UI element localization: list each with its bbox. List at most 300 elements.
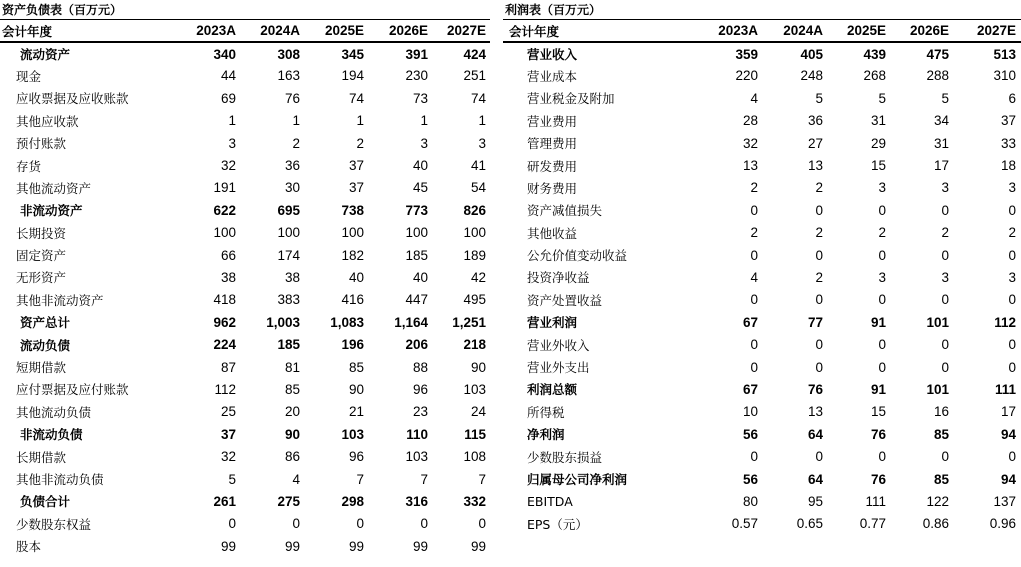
balance-sheet-value-cell: 3 xyxy=(478,135,486,151)
balance-sheet-title: 资产负债表（百万元） xyxy=(0,0,490,20)
income-statement-row xyxy=(503,490,1021,512)
cell-padding xyxy=(486,423,490,445)
balance-sheet-value-cell: 73 xyxy=(412,90,428,106)
income-statement-value-cell: 3 xyxy=(941,180,949,196)
balance-sheet-value-cell: 206 xyxy=(405,337,428,353)
income-statement-value-cell: 76 xyxy=(870,471,886,487)
balance-sheet-value-cell: 189 xyxy=(463,247,486,263)
balance-sheet-value-cell: 345 xyxy=(341,46,364,62)
income-statement-value-cell: 5 xyxy=(815,90,823,106)
balance-sheet-value-cell: 69 xyxy=(220,90,236,106)
income-statement-row xyxy=(503,177,1021,199)
income-statement-row xyxy=(503,154,1021,176)
income-statement-value-cell: 3 xyxy=(1008,269,1016,285)
balance-sheet-value-cell: 90 xyxy=(470,359,486,375)
income-statement-row-label: 利润总额 xyxy=(527,382,578,398)
income-statement-value-cell: 101 xyxy=(926,314,949,330)
income-statement-value-cell: 2 xyxy=(878,225,886,241)
income-statement-value-cell: 77 xyxy=(807,314,823,330)
income-statement-row xyxy=(503,65,1021,87)
income-statement-value-cell: 33 xyxy=(1000,135,1016,151)
balance-sheet-value-cell: 773 xyxy=(405,202,428,218)
income-statement-value-cell: 4 xyxy=(750,269,758,285)
income-statement-value-cell: 0 xyxy=(750,247,758,263)
balance-sheet-value-cell: 185 xyxy=(277,337,300,353)
balance-sheet-value-cell: 112 xyxy=(214,381,236,397)
balance-sheet-row-label: 非流动负债 xyxy=(20,427,83,443)
balance-sheet-value-cell: 174 xyxy=(277,247,300,263)
income-statement-value-cell: 220 xyxy=(735,68,758,84)
balance-sheet-value-cell: 90 xyxy=(284,426,300,442)
balance-sheet-row-label: 流动资产 xyxy=(20,47,71,63)
balance-sheet-row-label: 长期借款 xyxy=(16,449,67,465)
cell-padding xyxy=(486,289,490,311)
income-statement-header-row xyxy=(503,20,1021,42)
income-statement-value-cell: 4 xyxy=(750,90,758,106)
income-statement-value-cell: 2 xyxy=(1008,225,1016,241)
income-statement-row-label: 所得税 xyxy=(527,404,565,420)
cell-padding xyxy=(1016,177,1021,199)
income-statement-value-cell: 2 xyxy=(815,180,823,196)
cell-padding xyxy=(1016,154,1021,176)
income-statement-value-cell: 0 xyxy=(750,202,758,218)
balance-sheet-value-cell: 74 xyxy=(348,90,364,106)
income-statement-value-cell: 3 xyxy=(878,180,886,196)
balance-sheet-row-label: 长期投资 xyxy=(16,225,67,241)
income-statement-header-year: 2025E xyxy=(823,20,886,42)
income-statement-value-cell: 91 xyxy=(870,381,886,397)
balance-sheet-value-cell: 86 xyxy=(284,449,300,465)
balance-sheet-value-cell: 2 xyxy=(292,135,300,151)
balance-sheet-value-cell: 391 xyxy=(405,46,428,62)
balance-sheet-value-cell: 32 xyxy=(220,158,236,174)
balance-sheet-row-label: 负债合计 xyxy=(20,494,71,510)
balance-sheet-row xyxy=(0,199,490,221)
cell-padding xyxy=(1016,445,1021,467)
balance-sheet-value-cell: 0 xyxy=(228,516,236,532)
balance-sheet-value-cell: 110 xyxy=(406,426,428,442)
income-statement-value-cell: 310 xyxy=(993,68,1016,84)
income-statement-value-cell: 28 xyxy=(742,113,758,129)
income-statement-value-cell: 2 xyxy=(750,225,758,241)
income-statement-row-label: 营业税金及附加 xyxy=(527,91,615,107)
balance-sheet-value-cell: 37 xyxy=(220,426,236,442)
balance-sheet-row xyxy=(0,244,490,266)
balance-sheet-value-cell: 87 xyxy=(220,359,236,375)
balance-sheet-value-cell: 194 xyxy=(341,68,364,84)
income-statement-value-cell: 3 xyxy=(1008,180,1016,196)
income-statement-row-label: 营业利润 xyxy=(527,315,578,331)
income-statement-value-cell: 0 xyxy=(1008,337,1016,353)
income-statement-header-year: 2024A xyxy=(758,20,823,42)
income-statement-value-cell: 80 xyxy=(742,493,758,509)
income-statement-value-cell: 18 xyxy=(1000,158,1016,174)
income-statement-row xyxy=(503,333,1021,355)
cell-padding xyxy=(486,244,490,266)
cell-padding xyxy=(1016,513,1021,535)
cell-padding xyxy=(1016,222,1021,244)
income-statement-value-cell: 37 xyxy=(1000,113,1016,129)
balance-sheet-row-label: 预付账款 xyxy=(16,136,67,152)
cell-padding xyxy=(486,65,490,87)
income-statement-value-cell: 0.86 xyxy=(922,516,949,532)
income-statement-value-cell: 0 xyxy=(750,359,758,375)
balance-sheet-row xyxy=(0,65,490,87)
cell-padding xyxy=(1016,244,1021,266)
balance-sheet-value-cell: 38 xyxy=(220,269,236,285)
balance-sheet-value-cell: 42 xyxy=(470,269,486,285)
balance-sheet-value-cell: 40 xyxy=(412,158,428,174)
balance-sheet-value-cell: 100 xyxy=(405,225,428,241)
income-statement-value-cell: 268 xyxy=(863,68,886,84)
cell-padding xyxy=(1016,110,1021,132)
balance-sheet-value-cell: 40 xyxy=(412,269,428,285)
income-statement-value-cell: 111 xyxy=(865,493,886,509)
income-statement-value-cell: 29 xyxy=(870,135,886,151)
balance-sheet-value-cell: 38 xyxy=(284,269,300,285)
income-statement-header-year: 2027E xyxy=(949,20,1016,42)
cell-padding xyxy=(486,110,490,132)
balance-sheet-row xyxy=(0,401,490,423)
cell-padding xyxy=(486,87,490,109)
income-statement-value-cell: 475 xyxy=(926,46,949,62)
income-statement-value-cell: 15 xyxy=(870,404,886,420)
income-statement-value-cell: 0 xyxy=(878,292,886,308)
balance-sheet-value-cell: 96 xyxy=(412,381,428,397)
income-statement-value-cell: 3 xyxy=(878,269,886,285)
balance-sheet-value-cell: 7 xyxy=(420,471,428,487)
balance-sheet-value-cell: 88 xyxy=(412,359,428,375)
balance-sheet-value-cell: 1 xyxy=(478,113,486,129)
balance-sheet-row-label: 其他应收款 xyxy=(16,113,79,129)
cell-padding xyxy=(486,378,490,400)
income-statement-value-cell: 513 xyxy=(993,46,1016,62)
income-statement-value-cell: 94 xyxy=(1000,471,1016,487)
cell-padding xyxy=(486,222,490,244)
balance-sheet-value-cell: 5 xyxy=(228,471,236,487)
balance-sheet-row-label: 其他流动资产 xyxy=(16,180,92,196)
balance-sheet-value-cell: 99 xyxy=(348,538,364,554)
balance-sheet-value-cell: 308 xyxy=(277,46,300,62)
balance-sheet-row-label: 应付票据及应付账款 xyxy=(16,382,129,398)
cell-padding xyxy=(1016,333,1021,355)
income-statement-row-label: 营业收入 xyxy=(527,47,578,63)
balance-sheet-value-cell: 230 xyxy=(405,68,428,84)
balance-sheet-value-cell: 1 xyxy=(420,113,428,129)
balance-sheet-value-cell: 251 xyxy=(463,68,486,84)
balance-sheet-value-cell: 224 xyxy=(213,337,236,353)
income-statement-value-cell: 0 xyxy=(1008,292,1016,308)
balance-sheet-value-cell: 0 xyxy=(356,516,364,532)
income-statement-value-cell: 0 xyxy=(878,359,886,375)
balance-sheet-row-label: 无形资产 xyxy=(16,270,67,286)
balance-sheet-panel xyxy=(0,0,490,557)
balance-sheet-value-cell: 2 xyxy=(356,135,364,151)
income-statement-value-cell: 94 xyxy=(1000,426,1016,442)
balance-sheet-value-cell: 695 xyxy=(277,202,300,218)
balance-sheet-header-label: 会计年度 xyxy=(0,20,172,42)
balance-sheet-value-cell: 37 xyxy=(348,180,364,196)
balance-sheet-value-cell: 90 xyxy=(348,381,364,397)
income-statement-value-cell: 439 xyxy=(863,46,886,62)
income-statement-value-cell: 0 xyxy=(878,337,886,353)
balance-sheet-value-cell: 185 xyxy=(405,247,428,263)
balance-sheet-row-label: 其他非流动负债 xyxy=(16,472,104,487)
balance-sheet-value-cell: 100 xyxy=(277,225,300,241)
income-statement-table xyxy=(503,20,1021,535)
income-statement-row-label: 归属母公司净利润 xyxy=(527,472,628,487)
cell-padding xyxy=(1016,289,1021,311)
income-statement-row xyxy=(503,356,1021,378)
cell-padding xyxy=(486,445,490,467)
income-statement-row xyxy=(503,222,1021,244)
balance-sheet-row xyxy=(0,333,490,355)
balance-sheet-value-cell: 36 xyxy=(284,158,300,174)
cell-padding xyxy=(1016,468,1021,490)
cell-padding xyxy=(1016,20,1021,42)
income-statement-value-cell: 0 xyxy=(815,292,823,308)
income-statement-value-cell: 0.57 xyxy=(731,516,758,532)
income-statement-value-cell: 0 xyxy=(815,359,823,375)
balance-sheet-row xyxy=(0,110,490,132)
income-statement-row xyxy=(503,445,1021,467)
cell-padding xyxy=(486,311,490,333)
balance-sheet-row-label: 非流动资产 xyxy=(20,203,83,219)
income-statement-row-label: 公允价值变动收益 xyxy=(527,248,628,264)
balance-sheet-row-label: 少数股东权益 xyxy=(16,516,92,532)
balance-sheet-value-cell: 32 xyxy=(220,449,236,465)
income-statement-value-cell: 0 xyxy=(815,449,823,465)
income-statement-row-label: 其他收益 xyxy=(527,225,578,241)
balance-sheet-value-cell: 416 xyxy=(341,292,364,308)
income-statement-row xyxy=(503,423,1021,445)
balance-sheet-value-cell: 103 xyxy=(405,449,428,465)
balance-sheet-row xyxy=(0,222,490,244)
income-statement-row xyxy=(503,87,1021,109)
balance-sheet-value-cell: 418 xyxy=(213,292,236,308)
income-statement-row xyxy=(503,266,1021,288)
income-statement-value-cell: 0 xyxy=(941,247,949,263)
balance-sheet-value-cell: 424 xyxy=(463,46,486,62)
cell-padding xyxy=(486,468,490,490)
income-statement-value-cell: 64 xyxy=(807,426,823,442)
cell-padding xyxy=(486,154,490,176)
income-statement-row-label: EPS（元） xyxy=(527,516,588,532)
balance-sheet-value-cell: 182 xyxy=(341,247,364,263)
cell-padding xyxy=(1016,490,1021,512)
cell-padding xyxy=(486,42,490,64)
cell-padding xyxy=(1016,401,1021,423)
balance-sheet-value-cell: 0 xyxy=(420,516,428,532)
cell-padding xyxy=(486,490,490,512)
balance-sheet-value-cell: 4 xyxy=(292,471,300,487)
income-statement-value-cell: 0 xyxy=(941,202,949,218)
balance-sheet-row-label: 固定资产 xyxy=(16,248,67,264)
income-statement-value-cell: 32 xyxy=(742,135,758,151)
income-statement-row xyxy=(503,244,1021,266)
balance-sheet-row xyxy=(0,378,490,400)
balance-sheet-value-cell: 85 xyxy=(284,381,300,397)
income-statement-value-cell: 0 xyxy=(750,292,758,308)
balance-sheet-row-label: 其他流动负债 xyxy=(16,404,92,420)
income-statement-row-label: 研发费用 xyxy=(527,158,578,174)
balance-sheet-row xyxy=(0,513,490,535)
balance-sheet-value-cell: 74 xyxy=(470,90,486,106)
income-statement-value-cell: 5 xyxy=(878,90,886,106)
income-statement-value-cell: 67 xyxy=(742,381,758,397)
income-statement-value-cell: 85 xyxy=(933,426,949,442)
cell-padding xyxy=(486,177,490,199)
balance-sheet-value-cell: 20 xyxy=(284,404,300,420)
income-statement-value-cell: 95 xyxy=(807,493,823,509)
income-statement-row-label: 营业成本 xyxy=(527,68,578,84)
income-statement-row xyxy=(503,513,1021,535)
income-statement-value-cell: 137 xyxy=(993,493,1016,509)
balance-sheet-value-cell: 1,164 xyxy=(394,314,428,330)
cell-padding xyxy=(1016,423,1021,445)
income-statement-row xyxy=(503,468,1021,490)
balance-sheet-value-cell: 218 xyxy=(463,337,486,353)
income-statement-value-cell: 0.96 xyxy=(989,516,1016,532)
income-statement-title: 利润表（百万元） xyxy=(503,0,1021,20)
balance-sheet-row xyxy=(0,423,490,445)
cell-padding xyxy=(1016,356,1021,378)
income-statement-row xyxy=(503,199,1021,221)
balance-sheet-value-cell: 100 xyxy=(341,225,364,241)
cell-padding xyxy=(486,513,490,535)
income-statement-value-cell: 16 xyxy=(933,404,949,420)
income-statement-value-cell: 5 xyxy=(941,90,949,106)
income-statement-value-cell: 36 xyxy=(807,113,823,129)
income-statement-value-cell: 15 xyxy=(870,158,886,174)
balance-sheet-row-label: 股本 xyxy=(16,539,42,555)
balance-sheet-value-cell: 108 xyxy=(463,449,486,465)
balance-sheet-row xyxy=(0,356,490,378)
cell-padding xyxy=(486,266,490,288)
income-statement-value-cell: 0 xyxy=(815,337,823,353)
balance-sheet-value-cell: 99 xyxy=(412,538,428,554)
balance-sheet-value-cell: 298 xyxy=(341,493,364,509)
balance-sheet-row-label: 资产总计 xyxy=(20,315,71,331)
balance-sheet-value-cell: 1,251 xyxy=(452,314,486,330)
income-statement-value-cell: 2 xyxy=(815,225,823,241)
income-statement-value-cell: 67 xyxy=(742,314,758,330)
cell-padding xyxy=(486,132,490,154)
balance-sheet-row xyxy=(0,42,490,64)
income-statement-row xyxy=(503,42,1021,64)
cell-padding xyxy=(486,535,490,557)
balance-sheet-row xyxy=(0,535,490,557)
income-statement-row xyxy=(503,401,1021,423)
balance-sheet-row xyxy=(0,266,490,288)
cell-padding xyxy=(1016,311,1021,333)
balance-sheet-value-cell: 0 xyxy=(478,516,486,532)
income-statement-row-label: 管理费用 xyxy=(527,136,578,152)
balance-sheet-header-row xyxy=(0,20,490,42)
income-statement-value-cell: 10 xyxy=(742,404,758,420)
cell-padding xyxy=(486,20,490,42)
balance-sheet-value-cell: 23 xyxy=(412,404,428,420)
income-statement-row-label: EBITDA xyxy=(527,493,573,509)
balance-sheet-value-cell: 1,083 xyxy=(330,314,364,330)
income-statement-value-cell: 0 xyxy=(878,247,886,263)
balance-sheet-row xyxy=(0,490,490,512)
balance-sheet-value-cell: 21 xyxy=(348,404,364,420)
balance-sheet-header-year: 2024A xyxy=(236,20,300,42)
balance-sheet-value-cell: 3 xyxy=(228,135,236,151)
income-statement-row xyxy=(503,132,1021,154)
income-statement-value-cell: 17 xyxy=(933,158,949,174)
balance-sheet-row-label: 短期借款 xyxy=(16,360,67,376)
balance-sheet-row xyxy=(0,445,490,467)
cell-padding xyxy=(1016,65,1021,87)
income-statement-value-cell: 0 xyxy=(750,337,758,353)
balance-sheet-value-cell: 316 xyxy=(405,493,428,509)
cell-padding xyxy=(1016,132,1021,154)
balance-sheet-value-cell: 103 xyxy=(463,381,486,397)
balance-sheet-row xyxy=(0,289,490,311)
balance-sheet-value-cell: 261 xyxy=(213,493,236,509)
income-statement-row-label: 营业外支出 xyxy=(527,360,590,376)
cell-padding xyxy=(1016,378,1021,400)
balance-sheet-value-cell: 495 xyxy=(463,292,486,308)
balance-sheet-value-cell: 100 xyxy=(213,225,236,241)
income-statement-value-cell: 288 xyxy=(926,68,949,84)
balance-sheet-value-cell: 24 xyxy=(470,404,486,420)
balance-sheet-value-cell: 96 xyxy=(348,449,364,465)
balance-sheet-row-label: 流动负债 xyxy=(20,337,71,353)
income-statement-value-cell: 2 xyxy=(941,225,949,241)
balance-sheet-value-cell: 447 xyxy=(405,292,428,308)
income-statement-value-cell: 0 xyxy=(941,359,949,375)
income-statement-header-year: 2026E xyxy=(886,20,949,42)
income-statement-value-cell: 0 xyxy=(941,292,949,308)
balance-sheet-value-cell: 99 xyxy=(470,538,486,554)
income-statement-value-cell: 359 xyxy=(735,46,758,62)
income-statement-value-cell: 13 xyxy=(742,158,758,174)
income-statement-value-cell: 0 xyxy=(941,449,949,465)
income-statement-value-cell: 2 xyxy=(815,269,823,285)
income-statement-row-label: 投资净收益 xyxy=(527,270,590,286)
balance-sheet-value-cell: 275 xyxy=(277,493,300,509)
balance-sheet-value-cell: 44 xyxy=(220,68,236,84)
balance-sheet-value-cell: 622 xyxy=(213,202,236,218)
cell-padding xyxy=(486,199,490,221)
balance-sheet-value-cell: 163 xyxy=(277,68,300,84)
balance-sheet-value-cell: 76 xyxy=(284,90,300,106)
balance-sheet-value-cell: 7 xyxy=(478,471,486,487)
income-statement-value-cell: 3 xyxy=(941,269,949,285)
income-statement-row-label: 营业费用 xyxy=(527,113,578,129)
income-statement-value-cell: 111 xyxy=(994,381,1016,397)
income-statement-value-cell: 13 xyxy=(807,404,823,420)
income-statement-value-cell: 0.77 xyxy=(859,516,886,532)
cell-padding xyxy=(486,356,490,378)
balance-sheet-value-cell: 3 xyxy=(420,135,428,151)
income-statement-row xyxy=(503,378,1021,400)
cell-padding xyxy=(1016,87,1021,109)
income-statement-value-cell: 76 xyxy=(807,381,823,397)
balance-sheet-value-cell: 41 xyxy=(470,158,486,174)
income-statement-value-cell: 0 xyxy=(878,449,886,465)
income-statement-value-cell: 56 xyxy=(742,426,758,442)
balance-sheet-value-cell: 332 xyxy=(463,493,486,509)
income-statement-header-label: 会计年度 xyxy=(503,20,695,42)
balance-sheet-value-cell: 962 xyxy=(213,314,236,330)
balance-sheet-row-label: 存货 xyxy=(16,158,42,174)
balance-sheet-header-year: 2026E xyxy=(364,20,428,42)
income-statement-value-cell: 0 xyxy=(815,247,823,263)
